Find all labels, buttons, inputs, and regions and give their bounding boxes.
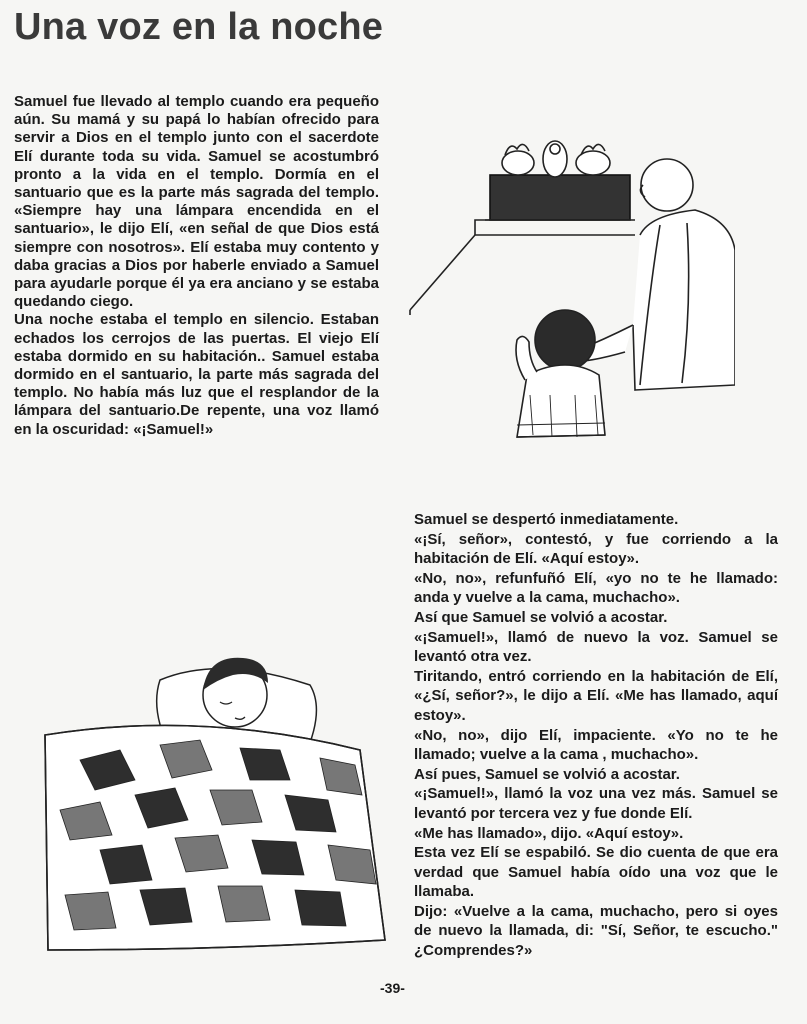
paragraph: Así pues, Samuel se volvió a acostar.	[414, 765, 680, 783]
left-text-column	[14, 93, 379, 439]
page-number: -39-	[380, 980, 405, 996]
paragraph: «¡Samuel!», llamó de nuevo la voz. Samuel se levantó otra vez.	[414, 628, 778, 666]
paragraph: Así que Samuel se volvió a acostar.	[414, 608, 668, 626]
paragraph: Una noche estaba el templo en silencio. Estaban echados los cerrojos de las puertas. El viejo Elí estaba dormido en su habitación.. Samuel estaba dormido en el santuario, la parte más sagrada del templo. No había más luz que el resplandor de la lámpara del santuario.De repente, una voz llamó en la oscuridad: «¡Samuel!»	[14, 311, 379, 438]
paragraph: Tiritando, entró corriendo en la habitación de Elí, «¿Sí, señor?», le dijo a Elí. «Me has llamado, aquí estoy».	[414, 667, 778, 724]
eli-and-samuel-illustration	[405, 125, 735, 455]
paragraph: Samuel se despertó inmediatamente.	[414, 511, 679, 528]
paragraph: «¡Sí, señor», contestó, y fue corriendo a la habitación de Elí. «Aquí estoy».	[414, 530, 778, 568]
paragraph: Samuel fue llevado al templo cuando era pequeño aún. Su mamá y su papá lo habían ofrecido para servir a Dios en el templo junto con el sacerdote Elí durante toda su vida. Samuel se acostumbró pronto a la vida en el templo. Dormía en el santuario que es la parte más sagrada del templo. «Siempre hay una lámpara encendida en el santuario», le dijo Elí, «en señal de que Dios está siempre con nosotros». Elí estaba muy contento y daba gracias a Dios por haberle enviado a Samuel para ayudarle porque él ya era anciano y se estaba quedando ciego.	[14, 93, 379, 311]
right-text-column	[414, 510, 778, 961]
paragraph: «¡Samuel!», llamó la voz una vez más. Samuel se levantó por tercera vez y fue donde Elí.	[414, 785, 778, 822]
page-title: Una voz en la noche	[14, 6, 384, 48]
paragraph: «No, no», refunfuñó Elí, «yo no te he llamado: anda y vuelve a la cama, muchacho».	[414, 569, 778, 607]
paragraph: Dijo: «Vuelve a la cama, muchacho, pero si oyes de nuevo la llamada, di: "Sí, Señor, te escucho." ¿Comprendes?»	[414, 902, 778, 960]
paragraph: «Me has llamado», dijo. «Aquí estoy».	[414, 824, 684, 842]
paragraph: Esta vez Elí se espabiló. Se dio cuenta de que era verdad que Samuel había oído una voz que le llamaba.	[414, 844, 778, 901]
sleeping-samuel-illustration	[40, 640, 390, 955]
paragraph: «No, no», dijo Elí, impaciente. «Yo no te he llamado; vuelve a la cama , muchacho».	[414, 726, 778, 764]
